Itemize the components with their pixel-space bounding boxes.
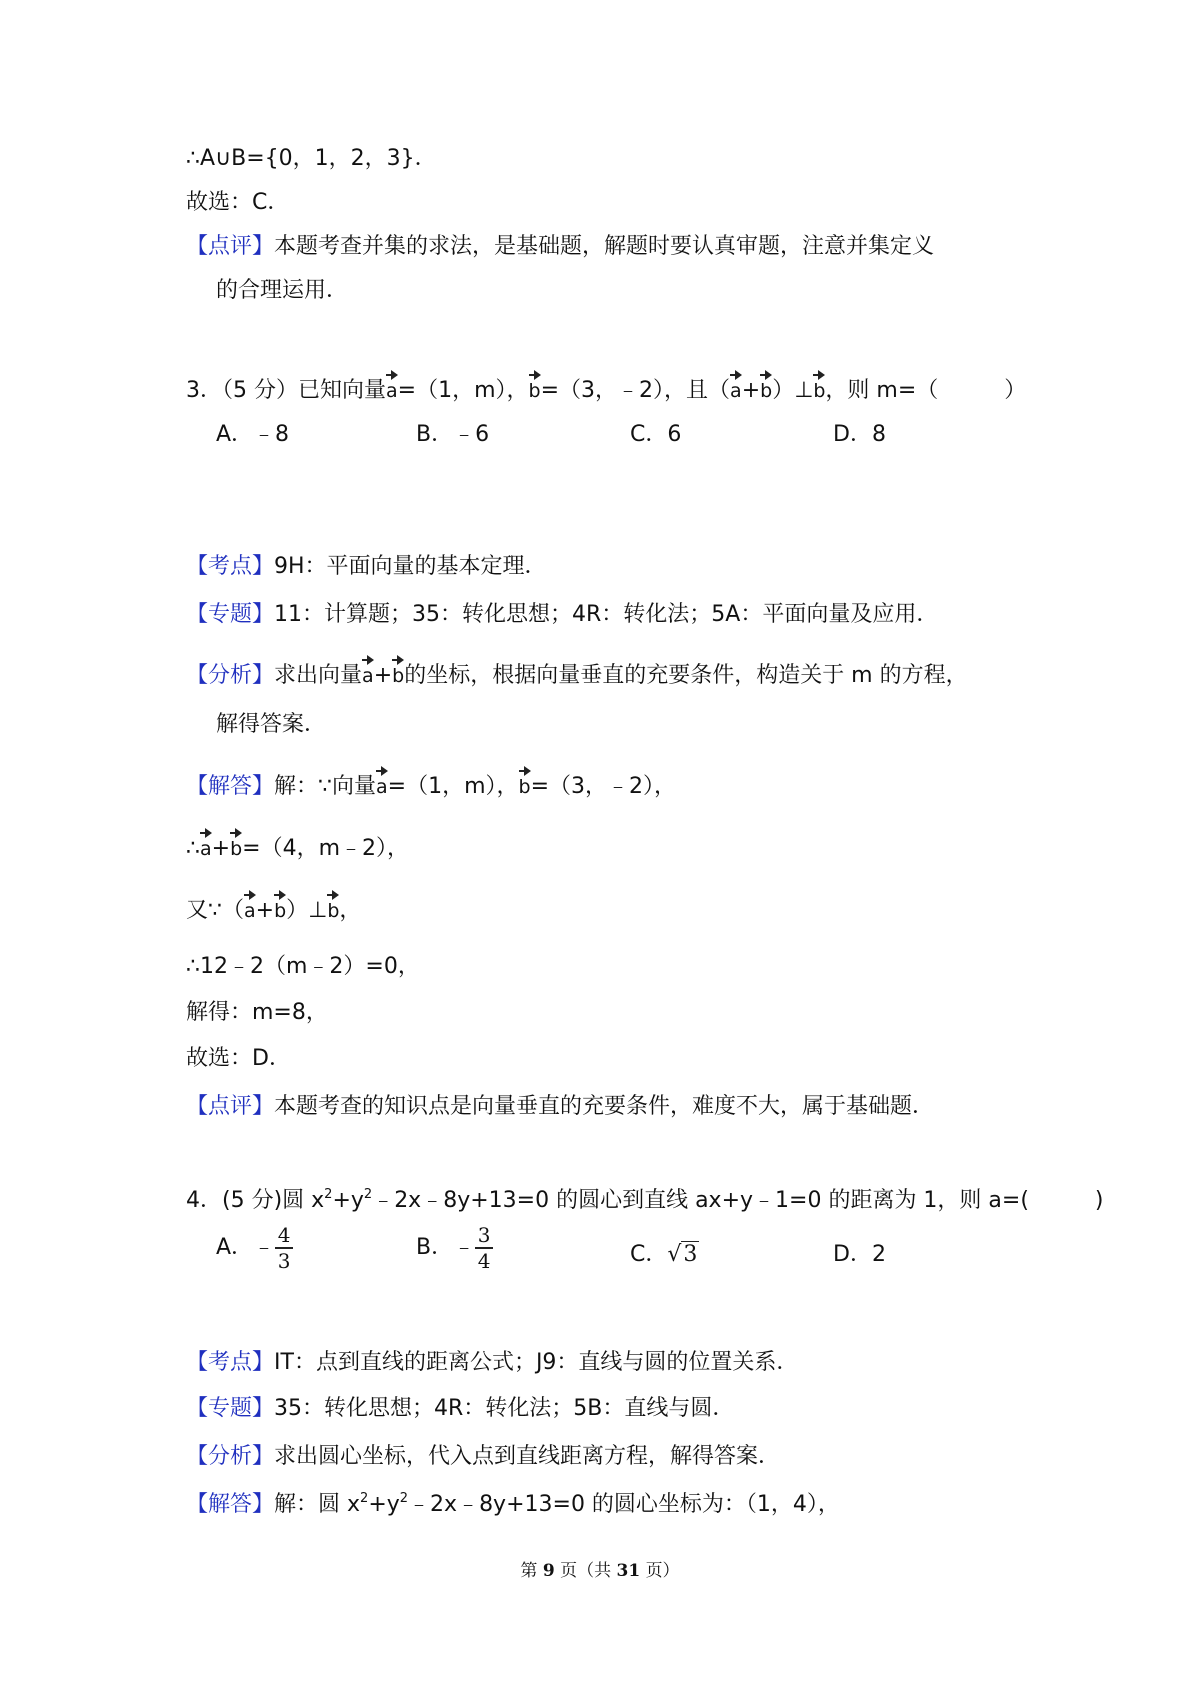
plus-sign: + <box>255 898 275 923</box>
jieda-text: =（3，﹣2）， <box>530 774 677 799</box>
sum-value: =（4，m﹣2）， <box>242 836 410 861</box>
total-pages: 31 <box>616 1561 641 1581</box>
kaodian-text: IT：点到直线的距离公式；J9：直线与圆的位置关系． <box>274 1350 799 1375</box>
footer-text: 页（共 <box>560 1561 612 1581</box>
option-d: D．2 <box>833 1242 886 1267</box>
jieda-tag: 【解答】 <box>186 1492 275 1517</box>
vector-b: b <box>327 890 339 926</box>
zhuanti-text: 35：转化思想；4R：转化法；5B：直线与圆． <box>274 1396 735 1421</box>
fenxi-text: 求出圆心坐标，代入点到直线距离方程，解得答案． <box>274 1444 781 1469</box>
vector-a: a <box>362 655 374 691</box>
vector-b: b <box>519 766 531 802</box>
exponent: 2 <box>399 1491 409 1506</box>
vector-b: b <box>760 370 772 406</box>
vector-a: a <box>200 828 212 864</box>
review-text: 本题考查并集的求法，是基础题，解题时要认真审题，注意并集定义 <box>274 234 935 259</box>
vector-a: a <box>730 370 742 406</box>
vector-b: b <box>813 370 825 406</box>
zhuanti-text: 11：计算题；35：转化思想；4R：转化法；5A：平面向量及应用． <box>274 602 939 627</box>
vector-b: b <box>529 370 541 406</box>
q3-step-sum <box>186 828 409 864</box>
vector-b: b <box>392 655 404 691</box>
option-c: C．6 <box>630 422 682 447</box>
radicand: 3 <box>683 1242 698 1267</box>
fraction <box>275 1224 293 1272</box>
q3-dianping <box>186 1092 934 1122</box>
exponent: 2 <box>360 1491 369 1506</box>
q4-fenxi <box>186 1442 780 1472</box>
fenxi-tag: 【分析】 <box>186 1444 275 1469</box>
jieda-text: 解：∵向量 <box>274 774 377 799</box>
question-4-prefix: 4．(5 分)圆 x <box>186 1188 325 1213</box>
option-d: D．8 <box>833 422 886 447</box>
numerator: 4 <box>277 1223 291 1247</box>
question-3-stem <box>186 370 1026 406</box>
vector-a-value: =（1，m）， <box>397 378 529 403</box>
option-c <box>630 1240 699 1270</box>
option-label: B．﹣ <box>416 1234 476 1260</box>
review-line <box>186 232 934 262</box>
vector-b: b <box>274 890 286 926</box>
kaodian-tag: 【考点】 <box>186 1350 275 1375</box>
radical-sign: √ <box>667 1242 682 1267</box>
answer-choice-line: 故选：C． <box>186 190 290 215</box>
because-text: 又∵（ <box>186 898 244 923</box>
q3-step-equation: ∴12﹣2（m﹣2）=0， <box>186 954 420 979</box>
kaodian-tag: 【考点】 <box>186 554 275 579</box>
q3-step-solution: 解得：m=8， <box>186 1000 328 1025</box>
vector-a: a <box>376 766 388 802</box>
option-b <box>416 1224 493 1272</box>
perpendicular-sign: ）⊥ <box>772 378 814 403</box>
perpendicular-sign: ）⊥ <box>286 898 328 923</box>
q4-kaodian <box>186 1348 798 1378</box>
denominator: 3 <box>277 1248 291 1273</box>
therefore-sign: ∴ <box>186 836 200 861</box>
plus-sign: + <box>373 663 393 688</box>
jieda-text: =（1，m）， <box>387 774 519 799</box>
footer-text: 第 <box>520 1561 538 1581</box>
dianping-tag: 【点评】 <box>186 1094 275 1119</box>
q3-kaodian <box>186 552 547 582</box>
plus-sign: + <box>211 836 231 861</box>
question-4-rest: ﹣2x﹣8y+13=0 的圆心到直线 ax+y﹣1=0 的距离为 1，则 a=( ) <box>372 1188 1104 1213</box>
option-a: A．﹣8 <box>216 422 290 447</box>
zhuanti-tag: 【专题】 <box>186 602 275 627</box>
q4-zhuanti <box>186 1394 734 1424</box>
q3-fenxi <box>186 655 968 691</box>
fenxi-text: 的坐标，根据向量垂直的充要条件，构造关于 m 的方程， <box>404 663 968 688</box>
denominator: 4 <box>477 1248 491 1273</box>
plus-sign: + <box>741 378 761 403</box>
kaodian-text: 9H：平面向量的基本定理． <box>274 554 547 579</box>
option-label: A．﹣ <box>216 1234 276 1260</box>
q3-fenxi-continued: 解得答案． <box>216 712 327 737</box>
q3-jieda <box>186 766 676 802</box>
dianping-text: 本题考查的知识点是向量垂直的充要条件，难度不大，属于基础题． <box>274 1094 935 1119</box>
exponent: 2 <box>324 1187 333 1202</box>
vector-a: a <box>244 890 256 926</box>
question-3-tail: ，则 m=（ ） <box>825 378 1027 403</box>
page-number: 9 <box>542 1561 555 1581</box>
question-3-prefix: 3．（5 分）已知向量 <box>186 378 386 403</box>
union-result-line: ∴A∪B={0，1，2，3}． <box>186 146 437 171</box>
footer-text: 页） <box>645 1561 680 1581</box>
q3-step-choice: 故选：D． <box>186 1046 291 1071</box>
question-4-stem <box>186 1186 1104 1216</box>
vector-b-value: =（3，﹣2），且（ <box>540 378 731 403</box>
exponent: 2 <box>363 1187 373 1202</box>
numerator: 3 <box>477 1223 491 1247</box>
vector-a: a <box>386 370 398 406</box>
q3-step-perp <box>186 890 361 926</box>
term: +y <box>332 1188 364 1213</box>
jieda-text: 解：圆 x <box>274 1492 361 1517</box>
page-footer <box>0 1556 1200 1581</box>
option-label: C． <box>630 1242 668 1267</box>
fraction <box>475 1224 493 1272</box>
term: +y <box>368 1492 400 1517</box>
q4-jieda <box>186 1490 840 1520</box>
fenxi-tag: 【分析】 <box>186 663 275 688</box>
fenxi-text: 求出向量 <box>274 663 363 688</box>
q3-zhuanti <box>186 600 938 630</box>
zhuanti-tag: 【专题】 <box>186 1396 275 1421</box>
option-a <box>216 1224 293 1272</box>
review-line-continued: 的合理运用． <box>216 278 349 303</box>
review-tag: 【点评】 <box>186 234 275 259</box>
vector-b: b <box>230 828 242 864</box>
comma: ， <box>339 898 362 923</box>
jieda-tag: 【解答】 <box>186 774 275 799</box>
square-root <box>667 1241 699 1267</box>
jieda-text: ﹣2x﹣8y+13=0 的圆心坐标为：（1，4）， <box>408 1492 840 1517</box>
option-b: B．﹣6 <box>416 422 490 447</box>
